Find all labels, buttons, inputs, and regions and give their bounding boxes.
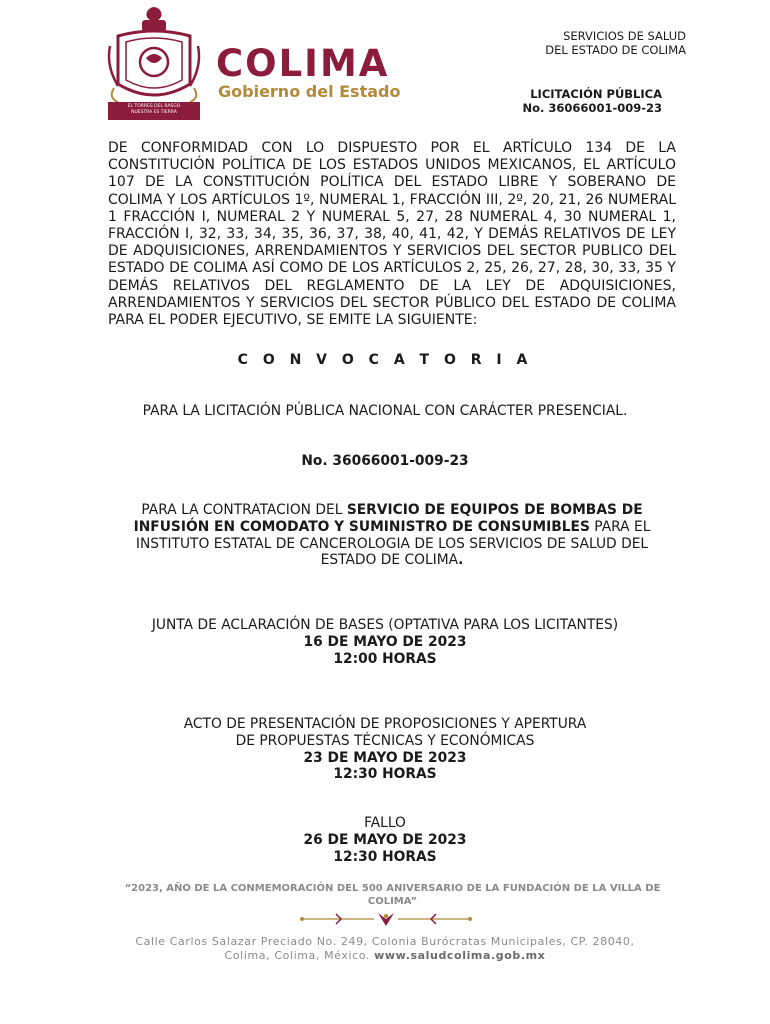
purpose-end: .	[458, 552, 464, 569]
purpose-paragraph	[128, 502, 656, 569]
agency-name: SERVICIOS DE SALUD DEL ESTADO DE COLIMA	[545, 29, 686, 57]
purpose-post: PARA EL INSTITUTO ESTATAL DE CANCEROLOGIA DE LOS SERVICIOS DE SALUD DEL ESTADO DE COLIMA	[135, 518, 651, 569]
colima-wordmark: COLIMA	[216, 42, 390, 85]
tender-id-header: LICITACIÓN PÚBLICA No. 36066001-009-23	[522, 87, 662, 115]
state-seal-logo	[104, 6, 204, 126]
event-date: 16 DE MAYO DE 2023	[303, 633, 467, 650]
event-time: 12:30 HORAS	[333, 766, 437, 783]
event-ruling	[0, 815, 770, 865]
purpose-pre: PARA LA CONTRATACION DEL	[141, 502, 347, 518]
event-label: ACTO DE PRESENTACIÓN DE PROPOSICIONES Y APERTURA	[183, 716, 587, 732]
footer-ornament	[296, 910, 476, 928]
purpose-service: SERVICIO DE EQUIPOS DE BOMBAS DE INFUSIÓN EN COMODATO Y SUMINISTRO DE CONSUMIBLES	[133, 502, 643, 535]
event-label-2: DE PROPUESTAS TÉCNICAS Y ECONÓMICAS	[235, 732, 535, 749]
ornament-divider-icon	[296, 910, 476, 928]
seal-motto: EL TORRES DEL RASGO NUESTRA ES TIERRA	[127, 104, 181, 115]
event-clarification-meeting	[0, 617, 770, 667]
convocatoria-title: C O N V O C A T O R I A	[237, 352, 533, 368]
event-date: 26 DE MAYO DE 2023	[303, 831, 467, 848]
event-time: 12:30 HORAS	[333, 848, 437, 865]
event-label: JUNTA DE ACLARACIÓN DE BASES (OPTATIVA PARA LOS LICITANTES)	[151, 617, 619, 633]
preamble-paragraph: DE CONFORMIDAD CON LO DISPUESTO POR EL ARTÍCULO 134 DE LA CONSTITUCIÓN POLÍTICA DE LOS ESTADOS UNIDOS MEXICANOS, EL ARTÍCULO 107 DE LA CONSTITUCIÓN POLÍTICA DEL ESTADO LIBRE Y SOBERANO DE COLIMA Y LOS ARTÍCULOS 1º, NUMERAL 1, FRACCIÓN III, 2º, 20, 21, 26 NUMERAL 1 FRACCIÓN I, NUMERAL 2 Y NUMERAL 5, 27, 28 NUMERAL 4, 30 NUMERAL 1, FRACCIÓN I, 32, 33, 34, 35, 36, 37, 38, 40, 41, 42, Y DEMÁS RELATIVOS DE LEY DE ADQUISICIONES, ARRENDAMIENTOS Y SERVICIOS DEL SECTOR PUBLICO DEL ESTADO DE COLIMA ASÍ COMO DE LOS ARTÍCULOS 2, 25, 26, 27, 28, 30, 33, 35 Y DEMÁS RELATIVOS DEL REGLAMENTO DE LA LEY DE ADQUISICIONES, ARRENDAMIENTOS Y SERVICIOS DEL SECTOR PÚBLICO DEL ESTADO DE COLIMA PARA EL PODER EJECUTIVO, SE EMITE LA SIGUIENTE:	[108, 140, 676, 329]
footer-address	[0, 935, 770, 963]
tender-scope: PARA LA LICITACIÓN PÚBLICA NACIONAL CON CARÁCTER PRESENCIAL.	[142, 403, 628, 419]
event-label: FALLO	[364, 815, 406, 831]
address-line-2: Colima, Colima, México.	[224, 949, 375, 962]
tender-number: No. 36066001-009-23	[301, 453, 469, 469]
event-date: 23 DE MAYO DE 2023	[303, 749, 467, 766]
footer-motto: “2023, AÑO DE LA CONMEMORACIÓN DEL 500 ANIVERSARIO DE LA FUNDACIÓN DE LA VILLA DE COLIMA”	[124, 883, 661, 907]
event-time: 12:00 HORAS	[333, 650, 437, 667]
event-proposals-opening	[0, 716, 770, 783]
website-link[interactable]: www.saludcolima.gob.mx	[374, 949, 546, 962]
gobierno-del-estado-wordmark: Gobierno del Estado	[218, 82, 401, 101]
address-line-1: Calle Carlos Salazar Preciado No. 249, Colonia Burócratas Municipales, CP. 28040,	[135, 935, 635, 948]
